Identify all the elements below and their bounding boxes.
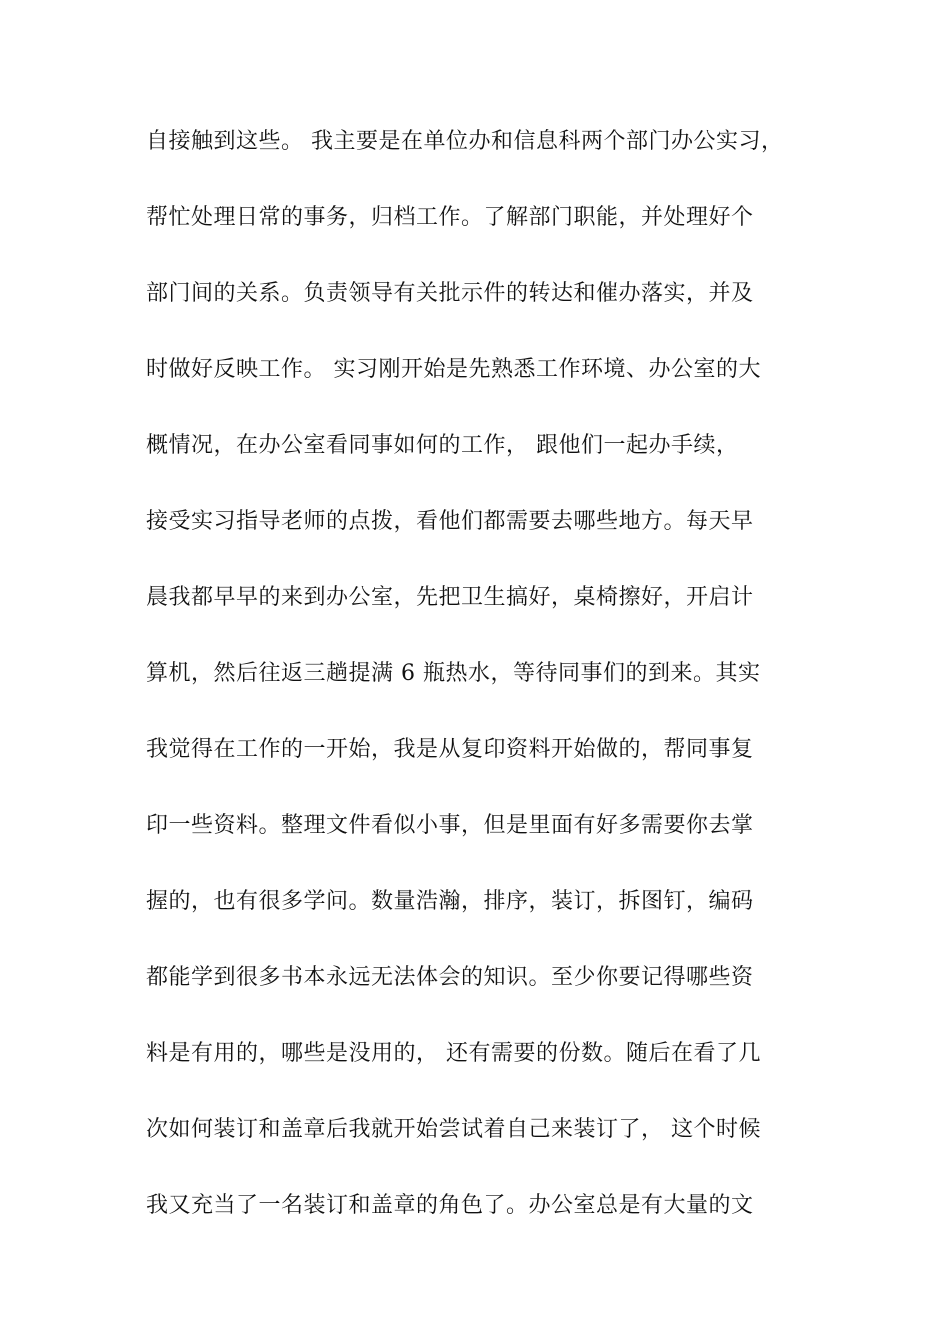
text-line: 接受实习指导老师的点拨，看他们都需要去哪些地方。每天早 (146, 509, 754, 534)
text-line: 帮忙处理日常的事务，归档工作。了解部门职能，并处理好个 (146, 205, 754, 230)
body-text (146, 126, 846, 1266)
text-line: 我又充当了一名装订和盖章的角色了。办公室总是有大量的文 (146, 1193, 754, 1218)
text-line: 部门间的关系。负责领导有关批示件的转达和催办落实，并及 (146, 281, 754, 306)
text-line: 握的，也有很多学问。数量浩瀚，排序，装订，拆图钉，编码 (146, 889, 754, 914)
text-line: 印一些资料。整理文件看似小事，但是里面有好多需要你去掌 (146, 813, 754, 838)
text-line: 料是有用的，哪些是没用的， 还有需要的份数。随后在看了几 (146, 1041, 761, 1066)
text-line: 概情况，在办公室看同事如何的工作， 跟他们一起办手续， (146, 433, 739, 458)
text-line: 都能学到很多书本永远无法体会的知识。至少你要记得哪些资 (146, 965, 754, 990)
text-line: 算机，然后往返三趟提满 6 瓶热水，等待同事们的到来。其实 (146, 661, 761, 686)
text-line: 自接触到这些。 我主要是在单位办和信息科两个部门办公实习， (146, 129, 784, 154)
text-line: 晨我都早早的来到办公室，先把卫生搞好，桌椅擦好，开启计 (146, 585, 754, 610)
text-line: 次如何装订和盖章后我就开始尝试着自己来装订了， 这个时候 (146, 1117, 761, 1142)
text-line: 我觉得在工作的一开始，我是从复印资料开始做的，帮同事复 (146, 737, 754, 762)
text-line: 时做好反映工作。 实习刚开始是先熟悉工作环境、办公室的大 (146, 357, 761, 382)
